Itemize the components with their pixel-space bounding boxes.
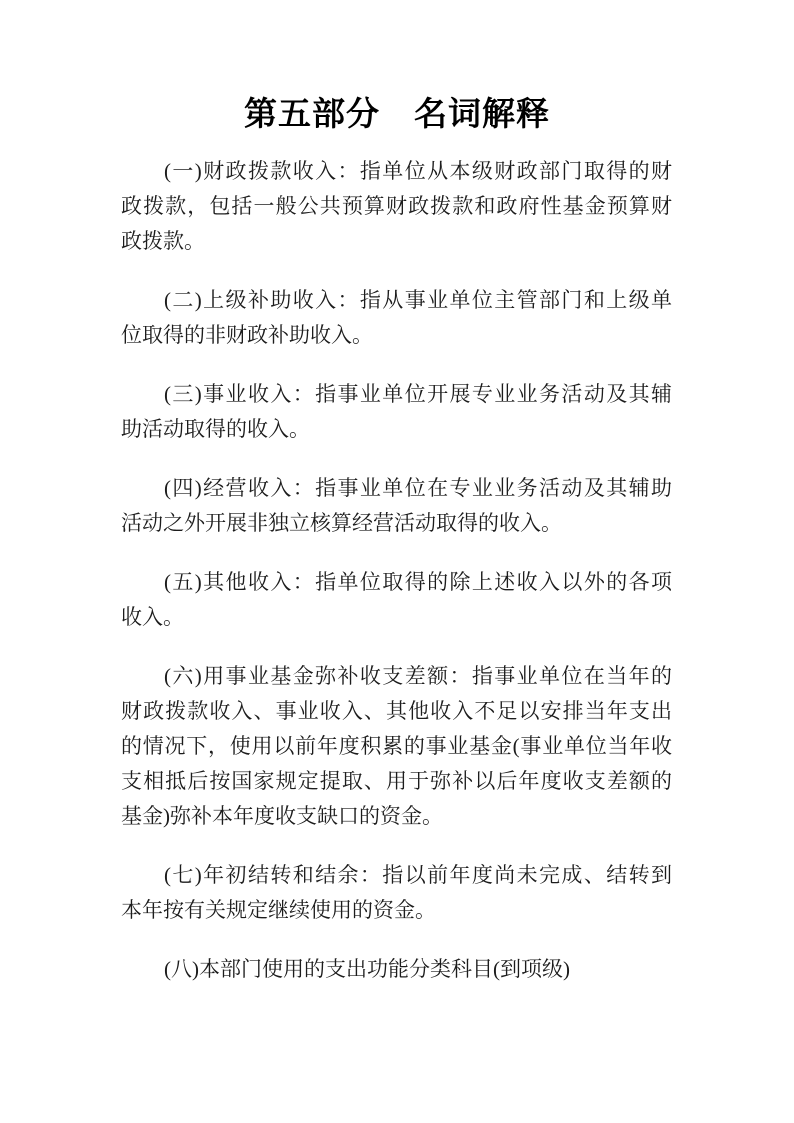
para-fiscal-appropriation-income bbox=[121, 154, 672, 259]
paragraph-line: (一)财政拨款收入：指单位从本级财政部门取得的财 bbox=[164, 159, 672, 183]
paragraph-line: (四)经营收入：指事业单位在专业业务活动及其辅助 bbox=[164, 476, 672, 500]
paragraph-line: 支相抵后按国家规定提取、用于弥补以后年度收支差额的 bbox=[121, 769, 672, 793]
paragraph-line: 政拨款，包括一般公共预算财政拨款和政府性基金预算财 bbox=[121, 194, 672, 218]
paragraph-line: (七)年初结转和结余：指以前年度尚未完成、结转到 bbox=[164, 863, 672, 887]
paragraph-line: 财政拨款收入、事业收入、其他收入不足以安排当年支出 bbox=[121, 699, 672, 723]
para-institutional-income bbox=[121, 377, 672, 447]
para-expenditure-function-classification bbox=[121, 952, 672, 987]
para-other-income bbox=[121, 565, 672, 635]
para-superior-subsidy-income bbox=[121, 283, 672, 353]
paragraph-line: (三)事业收入：指事业单位开展专业业务活动及其辅 bbox=[164, 382, 672, 406]
paragraph-line: 政拨款。 bbox=[121, 229, 205, 253]
para-carryover-and-surplus bbox=[121, 858, 672, 928]
paragraph-line: (二)上级补助收入：指从事业单位主管部门和上级单 bbox=[164, 288, 672, 312]
paragraph-line: 位取得的非财政补助收入。 bbox=[121, 323, 373, 347]
paragraph-line: 活动之外开展非独立核算经营活动取得的收入。 bbox=[121, 511, 562, 535]
paragraph-line: (八)本部门使用的支出功能分类科目(到项级) bbox=[164, 957, 570, 981]
document-body bbox=[121, 154, 672, 987]
document-title: 第五部分 名词解释 bbox=[244, 95, 550, 132]
paragraph-line: 的情况下，使用以前年度积累的事业基金(事业单位当年收 bbox=[121, 734, 672, 758]
paragraph-line: 基金)弥补本年度收支缺口的资金。 bbox=[121, 804, 443, 828]
paragraph-line: 助活动取得的收入。 bbox=[121, 417, 310, 441]
para-operating-income bbox=[121, 471, 672, 541]
paragraph-line: (六)用事业基金弥补收支差额：指事业单位在当年的 bbox=[164, 664, 672, 688]
paragraph-line: 本年按有关规定继续使用的资金。 bbox=[121, 898, 436, 922]
paragraph-line: (五)其他收入：指单位取得的除上述收入以外的各项 bbox=[164, 570, 672, 594]
para-fund-deficit-coverage bbox=[121, 659, 672, 834]
paragraph-line: 收入。 bbox=[121, 605, 184, 629]
